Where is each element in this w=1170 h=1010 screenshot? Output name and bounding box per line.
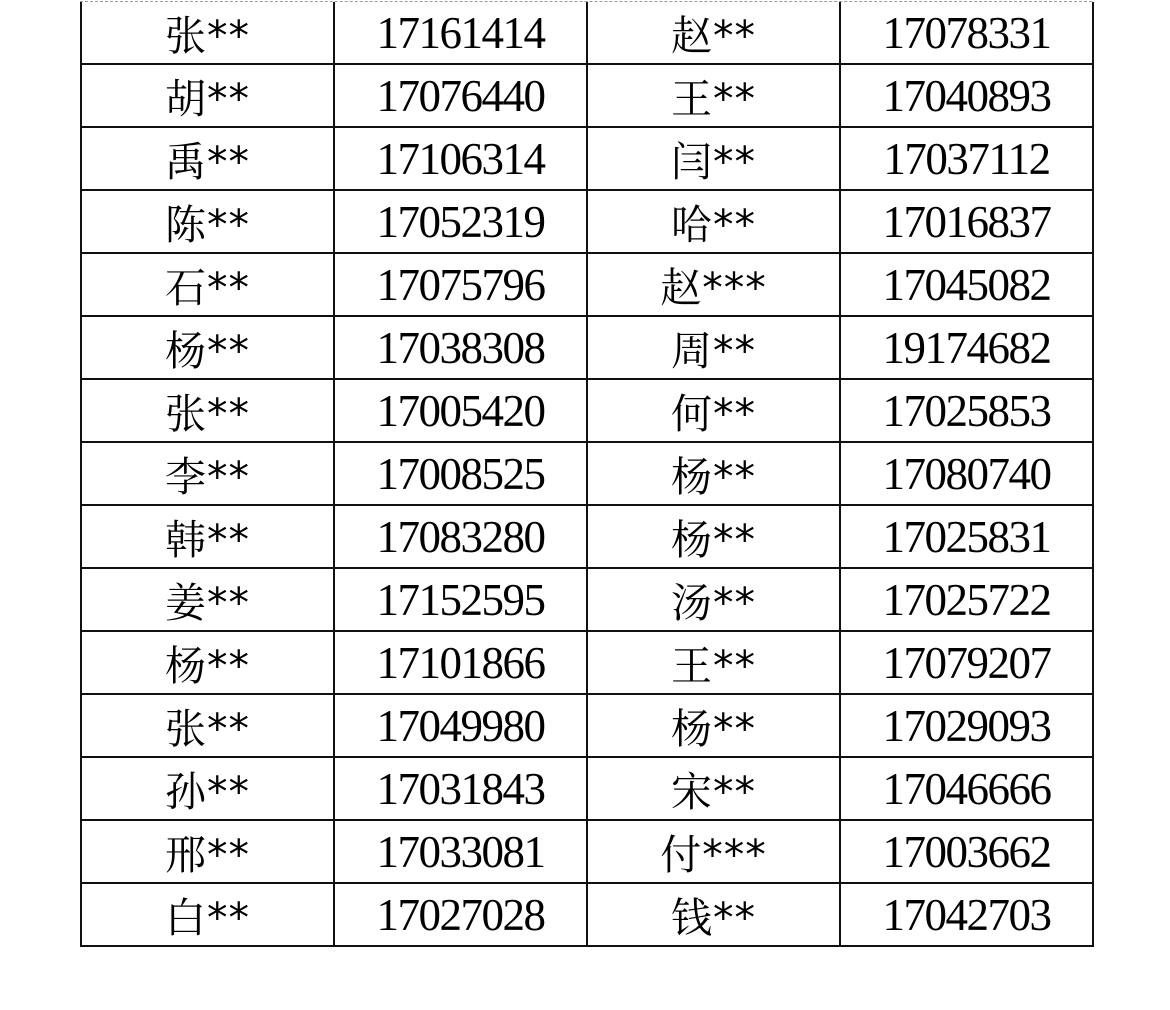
student-id-cell: 17042703 bbox=[840, 883, 1093, 946]
name-cell: 邢** bbox=[81, 820, 334, 883]
student-id-cell: 17152595 bbox=[334, 568, 587, 631]
name-cell: 钱** bbox=[587, 883, 840, 946]
table-row bbox=[81, 883, 1093, 946]
student-id-cell: 17003662 bbox=[840, 820, 1093, 883]
student-id-cell: 17005420 bbox=[334, 379, 587, 442]
name-cell: 杨** bbox=[587, 694, 840, 757]
name-cell: 胡** bbox=[81, 64, 334, 127]
student-id-cell: 17027028 bbox=[334, 883, 587, 946]
name-cell: 石** bbox=[81, 253, 334, 316]
student-roster-table bbox=[80, 2, 1094, 947]
student-id-cell: 17049980 bbox=[334, 694, 587, 757]
name-cell: 赵** bbox=[587, 2, 840, 64]
table-row bbox=[81, 694, 1093, 757]
name-cell: 禹** bbox=[81, 127, 334, 190]
name-cell: 杨** bbox=[81, 631, 334, 694]
name-cell: 白** bbox=[81, 883, 334, 946]
student-id-cell: 17045082 bbox=[840, 253, 1093, 316]
student-id-cell: 17025853 bbox=[840, 379, 1093, 442]
student-id-cell: 17161414 bbox=[334, 2, 587, 64]
name-cell: 哈** bbox=[587, 190, 840, 253]
name-cell: 姜** bbox=[81, 568, 334, 631]
student-id-cell: 17075796 bbox=[334, 253, 587, 316]
roster-body bbox=[81, 2, 1093, 946]
student-id-cell: 17040893 bbox=[840, 64, 1093, 127]
student-id-cell: 17052319 bbox=[334, 190, 587, 253]
student-id-cell: 17046666 bbox=[840, 757, 1093, 820]
table-row bbox=[81, 757, 1093, 820]
student-id-cell: 17106314 bbox=[334, 127, 587, 190]
table-row bbox=[81, 316, 1093, 379]
table-row bbox=[81, 631, 1093, 694]
student-id-cell: 17037112 bbox=[840, 127, 1093, 190]
student-id-cell: 17031843 bbox=[334, 757, 587, 820]
student-id-cell: 17025722 bbox=[840, 568, 1093, 631]
student-id-cell: 17076440 bbox=[334, 64, 587, 127]
name-cell: 周** bbox=[587, 316, 840, 379]
table-row bbox=[81, 253, 1093, 316]
table-row bbox=[81, 505, 1093, 568]
name-cell: 何** bbox=[587, 379, 840, 442]
name-cell: 杨** bbox=[587, 442, 840, 505]
student-id-cell: 17080740 bbox=[840, 442, 1093, 505]
name-cell: 张** bbox=[81, 2, 334, 64]
table-row bbox=[81, 442, 1093, 505]
student-id-cell: 19174682 bbox=[840, 316, 1093, 379]
table-row bbox=[81, 379, 1093, 442]
table-row bbox=[81, 568, 1093, 631]
table-row bbox=[81, 64, 1093, 127]
name-cell: 张** bbox=[81, 694, 334, 757]
student-id-cell: 17083280 bbox=[334, 505, 587, 568]
name-cell: 孙** bbox=[81, 757, 334, 820]
name-cell: 韩** bbox=[81, 505, 334, 568]
student-id-cell: 17079207 bbox=[840, 631, 1093, 694]
student-id-cell: 17016837 bbox=[840, 190, 1093, 253]
student-id-cell: 17033081 bbox=[334, 820, 587, 883]
table-row bbox=[81, 820, 1093, 883]
name-cell: 闫** bbox=[587, 127, 840, 190]
student-id-cell: 17025831 bbox=[840, 505, 1093, 568]
name-cell: 赵*** bbox=[587, 253, 840, 316]
name-cell: 王** bbox=[587, 631, 840, 694]
student-id-cell: 17029093 bbox=[840, 694, 1093, 757]
name-cell: 张** bbox=[81, 379, 334, 442]
name-cell: 杨** bbox=[587, 505, 840, 568]
name-cell: 王** bbox=[587, 64, 840, 127]
student-id-cell: 17008525 bbox=[334, 442, 587, 505]
student-id-cell: 17101866 bbox=[334, 631, 587, 694]
table-row bbox=[81, 190, 1093, 253]
table-row bbox=[81, 2, 1093, 64]
name-cell: 汤** bbox=[587, 568, 840, 631]
name-cell: 付*** bbox=[587, 820, 840, 883]
student-id-cell: 17038308 bbox=[334, 316, 587, 379]
table-row bbox=[81, 127, 1093, 190]
name-cell: 宋** bbox=[587, 757, 840, 820]
name-cell: 杨** bbox=[81, 316, 334, 379]
student-id-cell: 17078331 bbox=[840, 2, 1093, 64]
name-cell: 李** bbox=[81, 442, 334, 505]
name-cell: 陈** bbox=[81, 190, 334, 253]
